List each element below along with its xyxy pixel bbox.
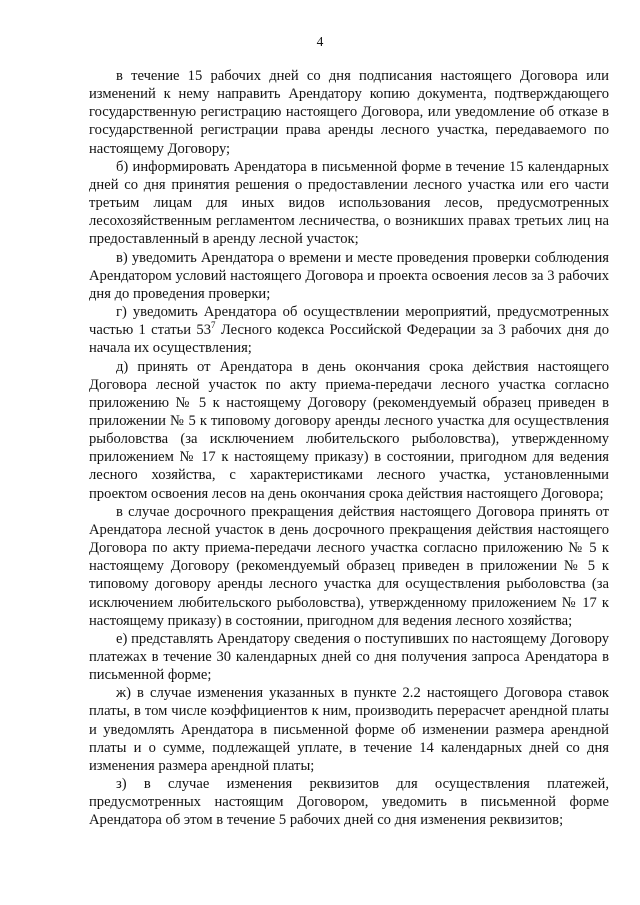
article-superscript: 7 — [211, 320, 216, 331]
document-body — [89, 67, 609, 830]
paragraph-v-inspection-notice: в) уведомить Арендатора о времени и месте проведения проверки соблюдения Арендатором условий настоящего Договора и проекта освоения лесов за 3 рабочих дня до проведения проверки; — [89, 249, 609, 302]
paragraph-d-accept-plot: д) принять от Арендатора в день окончания срока действия настоящего Договора лесной участок по акту приема-передачи лесного участка согласно приложению № 5 к настоящему Договору (рекомендуемый образец приведен в приложении № 5 к типовому договору аренды лесного участка для осуществления рыболовства (за исключением любительского рыболовства), утвержденному приложением № 17 к настоящему приказу) в состоянии, пригодном для ведения лесного хозяйства, с характеристиками лесного участка, установленными проектом освоения лесов на день окончания срока действия настоящего Договора; — [89, 358, 609, 502]
paragraph-zh-rate-change: ж) в случае изменения указанных в пункте 2.2 настоящего Договора ставок платы, в том числе коэффициентов к ним, производить перерасчет арендной платы и уведомлять Арендатора в письменной форме об изменении размера арендной платы и о сумме, подлежащей уплате, в течение 14 календарных дней со дня изменения размера арендной платы; — [89, 685, 609, 774]
paragraph-g-text-start: г) уведомить Арендатора об осуществлении мероприятий, предусмотренных частью 1 статьи 53 — [89, 304, 609, 339]
paragraph-early-termination: в случае досрочного прекращения действия настоящего Договора принять от Арендатора лесной участок в день досрочного прекращения действия настоящего Договора по акту приема-передачи лесного участка согласно приложению № 5 к настоящему Договору (рекомендуемый образец приведен в приложении № 5 к типовому договору аренды лесного участка для осуществления рыболовства (за исключением любительского рыболовства), утвержденному приложением № 17 к настоящему приказу) в состоянии, пригодном для ведения лесного хозяйства; — [89, 503, 609, 629]
paragraph-e-payment-info: е) представлять Арендатору сведения о поступивших по настоящему Договору платежах в течение 30 календарных дней со дня получения запроса Арендатора в письменной форме; — [89, 630, 609, 684]
paragraph-z-details-change: з) в случае изменения реквизитов для осуществления платежей, предусмотренных настоящим Договором, уведомить в письменной форме Арендатора об этом в течение 5 рабочих дней со дня изменения реквизитов; — [89, 776, 609, 829]
paragraph-g-measures-notice — [89, 303, 609, 357]
page-number: 4 — [316, 34, 324, 49]
paragraph-g-text-end: Лесного кодекса Российской Федерации за 3 рабочих дня до начала их осуществления; — [89, 322, 609, 357]
paragraph-b-third-party-rights: б) информировать Арендатора в письменной форме в течение 15 календарных дней со дня принятия решения о предоставлении лесного участка или его части третьим лицам для иных видов использования лесов, предусмотренных лесохозяйственным регламентом лесничества, о возникших правах третьих лиц на предоставленный в аренду лесной участок; — [89, 158, 609, 248]
paragraph-registration-notice: в течение 15 рабочих дней со дня подписания настоящего Договора или изменений к нему направить Арендатору копию документа, подтверждающего государственную регистрацию настоящего Договора, или уведомление об отказе в государственной регистрации права аренды лесного участка, передаваемого по настоящему Договору; — [89, 68, 609, 157]
